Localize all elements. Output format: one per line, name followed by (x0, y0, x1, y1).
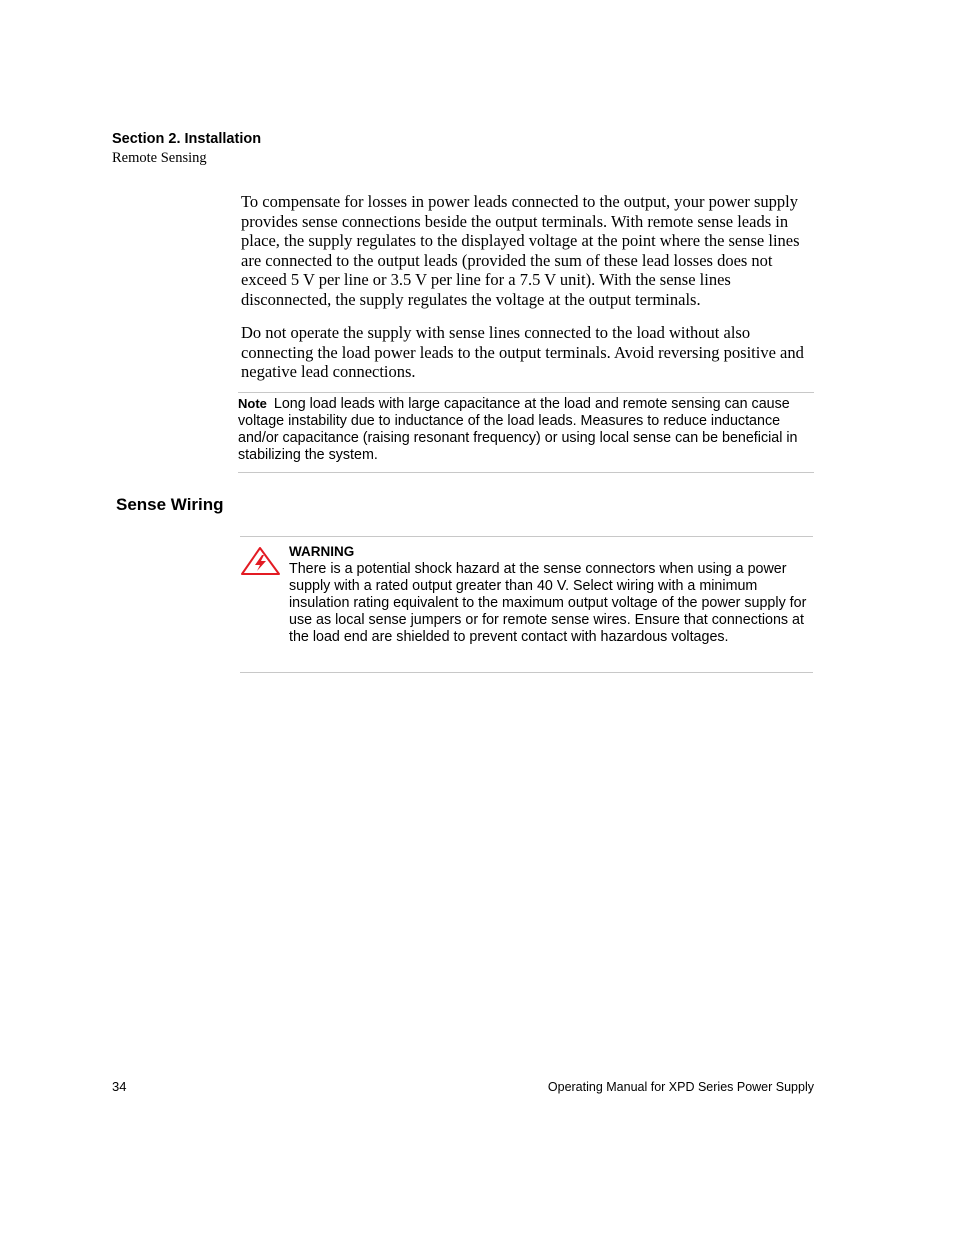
warning-bottom-divider (240, 672, 813, 673)
body-paragraph-2: Do not operate the supply with sense lines connected to the load without also connecting the load power leads to the output terminals. Avoid reversing positive and negative lead connections. (241, 323, 804, 382)
electrical-hazard-warning-icon (241, 546, 281, 576)
page-number: 34 (112, 1079, 127, 1094)
warning-top-divider (240, 536, 813, 537)
section-title: Section 2. Installation (112, 131, 262, 147)
note-top-divider (238, 392, 814, 393)
sense-wiring-heading: Sense Wiring (116, 495, 224, 514)
body-paragraph-1: To compensate for losses in power leads connected to the output, your power supply provides sense connections beside the output terminals. With remote sense leads in place, the supply regulates to the displayed voltage at the point where the sense lines are connected to the output leads (provided the sum of these lead losses does not exceed 5 V per line or 3.5 V per line for a 7.5 V unit). With the sense lines disconnected, the supply regulates the voltage at the output terminals. (241, 192, 800, 309)
warning-text: There is a potential shock hazard at the sense connectors when using a power supply with a rated output greater than 40 V. Select wiring with a minimum insulation rating equivalent to the maximum output voltage of the power supply for use as local sense jumpers or for remote sense wires. Ensure that connections at the load end are shielded to prevent contact with hazardous voltages. (289, 561, 807, 645)
footer-manual-title: Operating Manual for XPD Series Power Supply (547, 1080, 814, 1094)
subsection-title: Remote Sensing (112, 150, 207, 166)
note-bottom-divider (238, 472, 814, 473)
note-label: Note (238, 396, 267, 411)
note-text: Long load leads with large capacitance at the load and remote sensing can cause voltage instability due to inductance of the load leads. Measures to reduce inductance and/or capacitance (raising resonant frequency) or using local sense can be beneficial in stabilizing the system. (238, 396, 798, 463)
note-block (238, 395, 814, 464)
warning-title: WARNING (289, 544, 355, 559)
